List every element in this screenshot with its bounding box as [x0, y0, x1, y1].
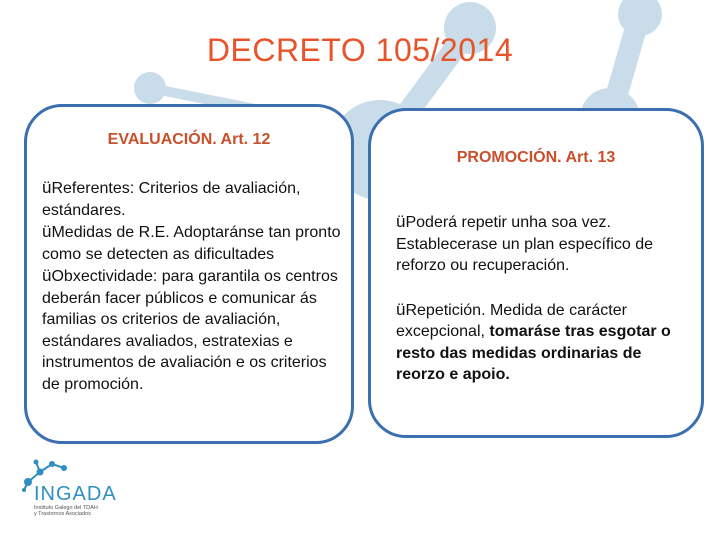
list-item: üReferentes: Criterios de avaliación, estándares. [42, 178, 301, 219]
evaluation-card [24, 104, 354, 444]
logo-subtitle: Instituto Galego del TDAH [34, 505, 98, 511]
check-icon: ü [396, 212, 406, 231]
evaluation-list [42, 177, 347, 395]
ingada-logo [14, 458, 124, 518]
list-item: üObxectividade: para garantila os centros deberán facer públicos e comunicar ás familias os criterios de avaliación, estándares avaliados, estratexias e instrumentos de avaliación e os criterios de promoción. [42, 266, 338, 393]
list-item: üPoderá repetir unha soa vez. Establecerase un plan específico de reforzo ou recuperación. [396, 212, 654, 274]
list-item: üMedidas de R.E. Adoptaránse tan pronto como se detecten as dificultades [42, 222, 341, 263]
check-icon: ü [396, 299, 406, 319]
check-icon: ü [42, 266, 52, 285]
promotion-card [368, 108, 704, 438]
promotion-heading: PROMOCIÓN. Art. 13 [456, 149, 616, 166]
page-title: DECRETO 105/2014 [206, 32, 514, 68]
logo-name: INGADA [34, 483, 117, 505]
promotion-list [396, 211, 686, 386]
logo-subtitle: y Trastornos Asociados [34, 511, 91, 517]
list-item: üRepetición. Medida de carácter excepcional, tomaráse tras esgotar o resto das medidas ordinarias de reorzo e apoio. [396, 299, 671, 383]
check-icon: ü [42, 222, 52, 241]
check-icon: ü [42, 178, 52, 197]
evaluation-heading: EVALUACIÓN. Art. 12 [107, 131, 271, 148]
